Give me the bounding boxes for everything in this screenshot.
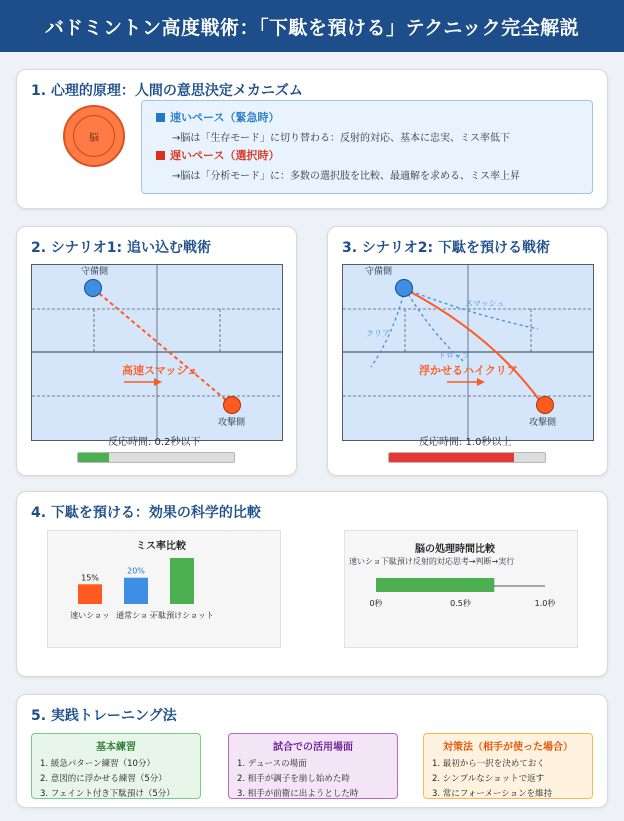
list-item: 1. デュースの場面: [237, 759, 307, 769]
slow-pace-heading: [156, 147, 578, 163]
list-item: 2. 意図的に浮かせる練習（5分）: [40, 774, 167, 784]
section-2-title: 2. シナリオ1: 追い込む戦術: [31, 240, 212, 256]
list-item: 3. 相手が前衛に出ようとした時: [237, 789, 359, 799]
reaction-bar: [77, 452, 235, 463]
attacker-label: 攻撃側: [529, 418, 557, 428]
shot-label: 高速スマッシュ: [122, 364, 199, 377]
processing-time-svg: [345, 531, 577, 647]
section-1-title: 1. 心理的原理：人間の意思決定メカニズム: [31, 83, 303, 99]
x-tick-label: 1.0秒: [534, 599, 556, 608]
brain-label: 脳: [89, 132, 99, 144]
section-comparison: [16, 491, 608, 677]
section-training: [16, 694, 608, 808]
pace-info-box: [141, 100, 593, 194]
fast-pace-text: →脳は「生存モード」に切り替わる：反射的対応、基本に忠実、ミス率低下: [172, 132, 510, 144]
defender-label: 守備側: [81, 267, 109, 277]
miss-rate-svg: [48, 531, 280, 647]
section-3-title: 3. シナリオ2: 下駄を預ける戦術: [342, 240, 551, 256]
bar: [78, 584, 102, 604]
reaction-time-label: 反応時間: 0.2秒以下: [108, 437, 201, 448]
training-box-title: 対策法（相手が使った場合）: [443, 742, 573, 753]
category-label: 通常ショッ: [116, 611, 156, 620]
attacker-label: 攻撃側: [218, 418, 246, 428]
list-item: 2. シンプルなショットで返す: [432, 774, 545, 784]
bar-data-label: 15%: [81, 573, 99, 583]
defender-player: [395, 279, 413, 297]
bar: [124, 578, 148, 604]
list-item: 3. フェイント付き下駄預け（5分）: [40, 789, 175, 799]
list-item: 3. 常にフォーメーションを維持: [432, 789, 553, 799]
reaction-bar-fill: [389, 453, 514, 462]
attacker-player: [223, 396, 241, 414]
brain-icon: [63, 105, 125, 167]
training-box-counter: [423, 733, 593, 799]
reaction-time-label: 反応時間: 1.0秒以上: [419, 437, 512, 448]
badminton-court: [342, 264, 594, 441]
reaction-bar: [388, 452, 546, 463]
category-label: 速いショッ: [70, 611, 110, 620]
training-box-match: [228, 733, 398, 799]
processing-time-chart: [344, 530, 578, 648]
option-smash-label: スマッシュ: [465, 299, 505, 308]
section-scenario-2: [327, 226, 608, 476]
training-box-title: 試合での活用場面: [273, 742, 353, 753]
chart-title: ミス率比較: [136, 541, 186, 552]
list-item: 1. 緩急パターン練習（10分）: [40, 759, 155, 769]
defender-player: [84, 279, 102, 297]
chart-title: 脳の処理時間比較: [415, 544, 495, 555]
bar: [170, 558, 194, 604]
x-tick-label: 0.5秒: [450, 599, 471, 608]
miss-rate-chart: [47, 530, 281, 648]
time-segment-bar: [376, 578, 494, 592]
slow-pace-label: 遅いペース（選択時）: [170, 149, 280, 162]
attacker-player: [536, 396, 554, 414]
defender-label: 守備側: [365, 267, 393, 277]
bar-data-label: 20%: [127, 566, 145, 576]
option-drop-label: ドロップ: [438, 351, 470, 360]
section-4-title: 4. 下駄を預ける：効果の科学的比較: [31, 505, 261, 521]
page-title: バドミントン高度戦術：「下駄を預ける」テクニック完全解説: [0, 0, 624, 52]
fast-pace-heading: [156, 109, 578, 125]
section-5-title: 5. 実践トレーニング法: [31, 708, 177, 724]
training-box-title: 基本練習: [96, 742, 136, 753]
section-psychology: [16, 69, 608, 209]
x-tick-label: 0秒: [369, 599, 383, 608]
chart-legend-text: 速いショ下駄預け反射的対応思考→判断→実行: [349, 557, 515, 566]
badminton-court: [31, 264, 283, 441]
category-label: 下駄預けショット: [150, 611, 214, 620]
list-item: 1. 最初から一択を決めておく: [432, 759, 545, 769]
training-box-basic: [31, 733, 201, 799]
list-item: 2. 相手が調子を崩し始めた時: [237, 774, 350, 784]
smash-trajectory: [94, 289, 232, 405]
section-scenario-1: [16, 226, 297, 476]
option-clear-label: クリア: [366, 329, 390, 338]
reaction-bar-fill: [78, 453, 109, 462]
red-square-icon: [156, 151, 165, 160]
fast-pace-label: 速いペース（緊急時）: [170, 111, 280, 124]
shot-label: 浮かせるハイクリア: [419, 364, 518, 377]
slow-pace-text: →脳は「分析モード」に：多数の選択肢を比較、最適解を求める、ミス率上昇: [172, 170, 520, 182]
blue-square-icon: [156, 113, 165, 122]
